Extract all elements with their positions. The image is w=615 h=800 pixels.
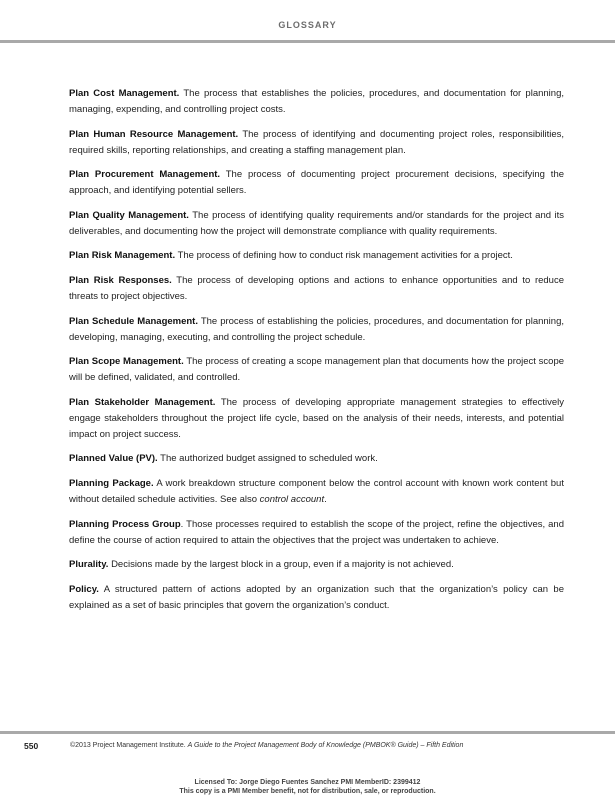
glossary-definition: The authorized budget assigned to scheduled work. xyxy=(160,453,378,465)
glossary-entry xyxy=(69,248,564,264)
license-line-1: Licensed To: Jorge Diego Fuentes Sanchez PMI MemberID: 2399412 xyxy=(194,779,421,786)
glossary-term: Planning Package. xyxy=(69,477,154,489)
glossary-definition: The process of defining how to conduct risk management activities for a project. xyxy=(177,250,513,262)
glossary-entry xyxy=(69,557,564,573)
page-number: 550 xyxy=(24,741,39,751)
glossary-definition: The process of identifying quality requirements and/or standards for the project and its deliverables, and documenting how the project will demonstrate compliance with quality requirements. xyxy=(69,209,565,237)
glossary-definition: A structured pattern of actions adopted by an organization such that the organization’s policy can be explained as a set of basic principles that govern the organization’s conduct. xyxy=(69,583,564,611)
glossary-entry xyxy=(69,127,564,159)
copyright-notice xyxy=(70,742,463,749)
glossary-definition: The process of developing appropriate management strategies to effectively engage stakeholders throughout the project life cycle, based on the analysis of their needs, interests, and potential impact on project success. xyxy=(69,396,564,440)
glossary-definition: The process that establishes the policies, procedures, and documentation for planning, managing, expending, and controlling project costs. xyxy=(69,88,564,115)
glossary-term: Plan Stakeholder Management. xyxy=(69,396,216,408)
glossary-definition: . Those processes required to establish the scope of the project, refine the objectives, and define the course of action required to attain the objectives that the project was undertaken to achieve. xyxy=(69,518,565,546)
see-also-reference: control account xyxy=(259,493,325,505)
glossary-entry xyxy=(69,86,564,118)
glossary-definition: The process of establishing the policies, procedures, and documentation for planning, developing, managing, executing, and controlling the project schedule. xyxy=(69,315,564,343)
glossary-entry xyxy=(69,395,564,443)
glossary-term: Plan Procurement Management. xyxy=(69,169,221,181)
glossary-entry xyxy=(69,314,564,346)
glossary-entry xyxy=(69,273,564,305)
glossary-term: Plan Risk Management. xyxy=(69,250,176,262)
glossary-term: Plan Scope Management. xyxy=(69,356,184,368)
glossary-entries xyxy=(69,86,564,622)
glossary-entry xyxy=(69,354,564,386)
glossary-entry xyxy=(69,476,564,508)
glossary-term: Plan Risk Responses. xyxy=(69,274,172,286)
glossary-entry xyxy=(69,517,564,549)
header-divider xyxy=(0,40,615,43)
glossary-entry xyxy=(69,451,564,467)
glossary-term: Plan Quality Management. xyxy=(69,209,189,221)
glossary-term: Plurality. xyxy=(69,559,109,571)
glossary-entry xyxy=(69,167,564,199)
glossary-term: Planning Process Group xyxy=(69,518,181,530)
footer-divider xyxy=(0,731,615,734)
license-notice xyxy=(0,778,615,796)
glossary-definition: The process of documenting project procurement decisions, specifying the approach, and identifying potential sellers. xyxy=(69,169,565,197)
glossary-entry xyxy=(69,582,564,614)
glossary-definition: The process of creating a scope management plan that documents how the project scope will be defined, validated, and controlled. xyxy=(69,356,565,384)
glossary-term: Planned Value (PV). xyxy=(69,453,158,465)
book-title: A Guide to the Project Management Body of Knowledge (PMBOK® Guide) – Fifth Edition xyxy=(187,742,464,749)
entry-end-punctuation: . xyxy=(324,493,327,505)
glossary-definition: A work breakdown structure component below the control account with known work content but without detailed schedule activities. See also xyxy=(69,477,564,505)
copyright-prefix: ©2013 Project Management Institute. xyxy=(70,742,186,749)
glossary-term: Plan Human Resource Management. xyxy=(69,128,239,140)
glossary-definition: The process of identifying and documenting project roles, responsibilities, required skills, reporting relationships, and creating a staffing management plan. xyxy=(69,128,565,156)
glossary-definition: The process of developing options and actions to enhance opportunities and to reduce threats to project objectives. xyxy=(69,274,564,302)
glossary-definition: Decisions made by the largest block in a group, even if a majority is not achieved. xyxy=(111,559,454,571)
glossary-term: Plan Cost Management. xyxy=(69,88,180,99)
page-header-title: GLOSSARY xyxy=(278,20,337,30)
license-line-2: This copy is a PMI Member benefit, not for distribution, sale, or reproduction. xyxy=(179,788,436,795)
glossary-term: Policy. xyxy=(69,583,99,595)
glossary-term: Plan Schedule Management. xyxy=(69,315,198,327)
glossary-entry xyxy=(69,208,564,240)
